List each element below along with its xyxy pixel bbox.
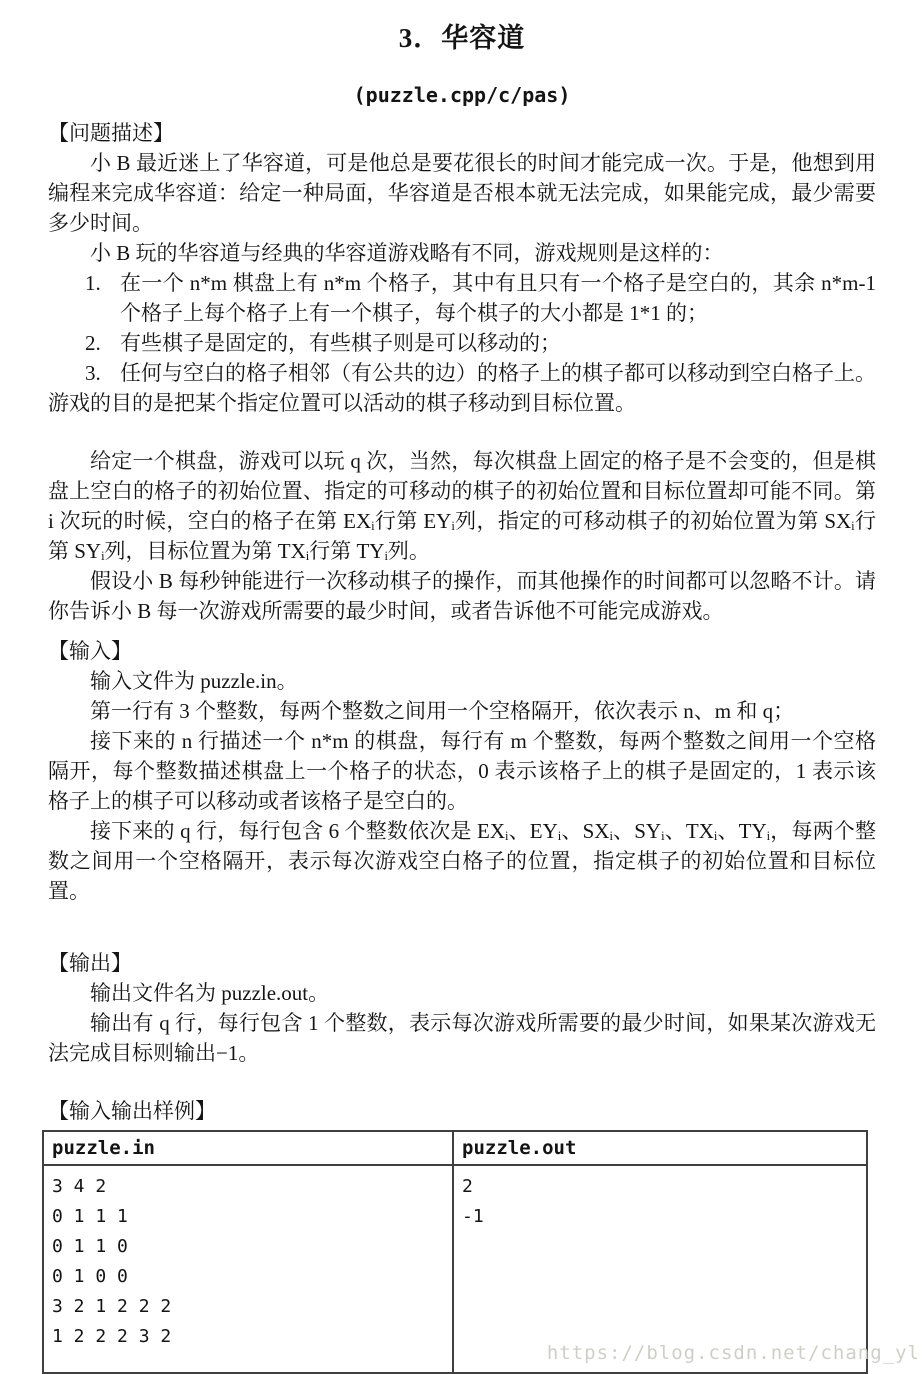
sample-input-line: 0 1 1 1 <box>52 1206 128 1227</box>
sample-table-header-output: puzzle.out <box>452 1132 866 1164</box>
watermark-url: https://blog.csdn.net/chang_yl <box>546 1342 920 1364</box>
sample-input-line: 0 1 0 0 <box>52 1266 128 1287</box>
description-paragraph-3: 游戏的目的是把某个指定位置可以活动的棋子移动到目标位置。 <box>48 391 636 415</box>
description-paragraph-2: 小 B 玩的华容道与经典的华容道游戏略有不同，游戏规则是这样的： <box>90 241 724 265</box>
page-title: 3．华容道 <box>398 23 526 53</box>
output-paragraph-2: 输出有 q 行，每行包含 1 个整数，表示每次游戏所需要的最少时间，如果某次游戏无法完成目标则输出−1。 <box>48 1011 876 1065</box>
output-paragraph-1: 输出文件名为 puzzle.out。 <box>90 981 330 1005</box>
sample-output-line: -1 <box>462 1206 484 1227</box>
sample-input-line: 1 2 2 2 3 2 <box>52 1326 172 1347</box>
section-input: 【输入】 <box>48 639 132 663</box>
sample-input-line: 0 1 1 0 <box>52 1236 128 1257</box>
rules-list <box>48 268 876 388</box>
file-name-subtitle: (puzzle.cpp/c/pas) <box>353 83 571 107</box>
description-paragraph-4: 给定一个棋盘，游戏可以玩 q 次，当然，每次棋盘上固定的格子是不会变的，但是棋盘上空白的格子的初始位置、指定的可移动的棋子的初始位置和目标位置却可能不同。第 i 次玩的时候，空白的格子在第 EXᵢ行第 EYᵢ列，指定的可移动棋子的初始位置为第 SXᵢ行第 SYᵢ列，目标位置为第 TXᵢ行第 TYᵢ列。 <box>48 449 876 563</box>
input-paragraph-2: 第一行有 3 个整数，每两个整数之间用一个空格隔开，依次表示 n、m 和 q； <box>90 699 795 723</box>
input-paragraph-4: 接下来的 q 行，每行包含 6 个整数依次是 EXᵢ、EYᵢ、SXᵢ、SYᵢ、TXᵢ、TYᵢ，每两个整数之间用一个空格隔开，表示每次游戏空白格子的位置，指定棋子的初始位置和目标位置。 <box>48 819 876 903</box>
sample-input-cell <box>44 1166 452 1372</box>
section-output: 【输出】 <box>48 951 132 975</box>
rule-number: 3. <box>85 361 101 385</box>
rule-text: 在一个 n*m 棋盘上有 n*m 个格子，其中有且只有一个格子是空白的，其余 n*m-1 个格子上每个格子上有一个棋子，每个棋子的大小都是 1*1 的； <box>120 271 876 325</box>
description-paragraph-1: 小 B 最近迷上了华容道，可是他总是要花很长的时间才能完成一次。于是，他想到用编程来完成华容道：给定一种局面，华容道是否根本就无法完成，如果能完成，最少需要多少时间。 <box>48 151 876 235</box>
rule-item-1 <box>48 268 876 328</box>
sample-table-header-row <box>44 1132 866 1166</box>
sample-input-line: 3 4 2 <box>52 1176 107 1197</box>
input-paragraph-1: 输入文件为 puzzle.in。 <box>90 669 298 693</box>
rule-item-2 <box>48 328 876 358</box>
section-problem-description: 【问题描述】 <box>48 121 174 145</box>
sample-table-header-input: puzzle.in <box>52 1137 155 1159</box>
description-paragraph-5: 假设小 B 每秒钟能进行一次移动棋子的操作，而其他操作的时间都可以忽略不计。请你告诉小 B 每一次游戏所需要的最少时间，或者告诉他不可能完成游戏。 <box>48 569 876 623</box>
input-paragraph-3: 接下来的 n 行描述一个 n*m 的棋盘，每行有 m 个整数，每两个整数之间用一个空格隔开，每个整数描述棋盘上一个格子的状态，0 表示该格子上的棋子是固定的，1 表示该格子上的棋子可以移动或者该格子是空白的。 <box>48 729 876 813</box>
rule-number: 1. <box>85 271 101 295</box>
sample-table <box>42 1130 868 1374</box>
sample-input-line: 3 2 1 2 2 2 <box>52 1296 172 1317</box>
rule-item-3 <box>48 358 876 388</box>
rule-text: 任何与空白的格子相邻（有公共的边）的格子上的棋子都可以移动到空白格子上。 <box>120 361 876 385</box>
section-sample-io: 【输入输出样例】 <box>48 1099 216 1123</box>
rule-number: 2. <box>85 331 101 355</box>
rule-text: 有些棋子是固定的，有些棋子则是可以移动的； <box>120 331 561 355</box>
sample-output-line: 2 <box>462 1176 473 1197</box>
